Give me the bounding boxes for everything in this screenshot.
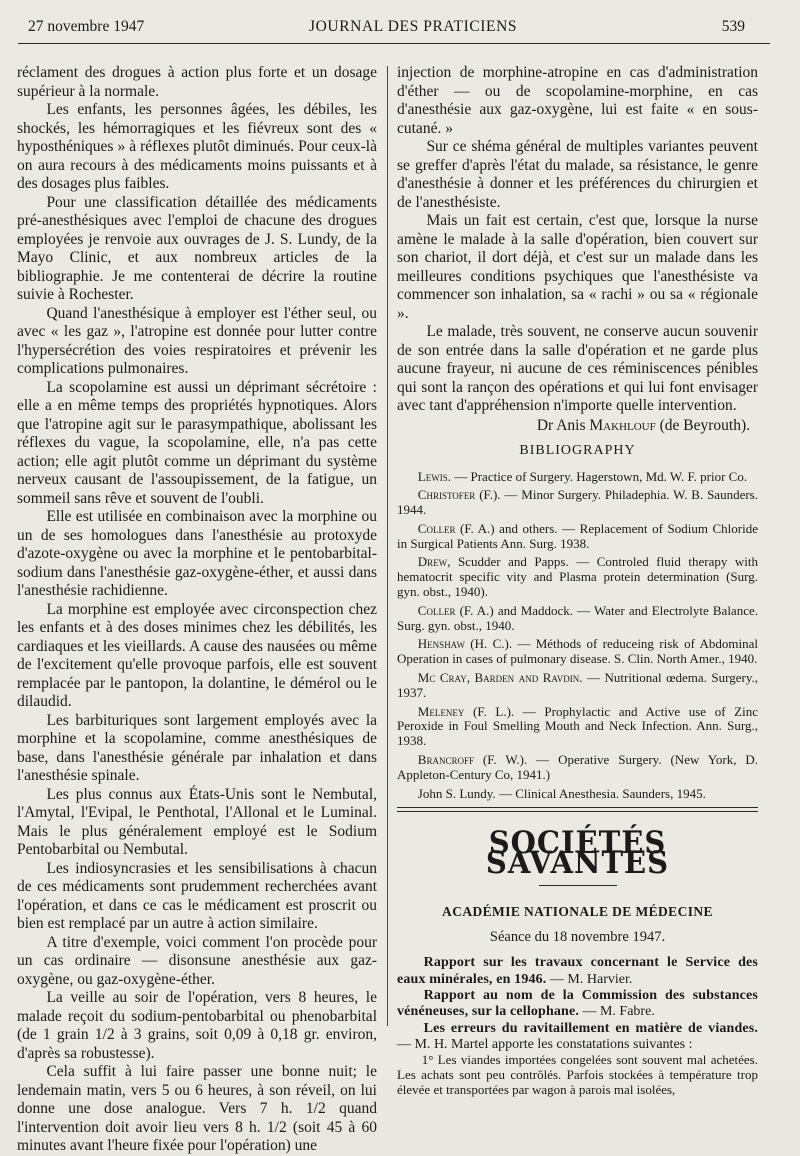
signature-prefix: Dr Anis bbox=[536, 416, 590, 434]
bibliography-list bbox=[397, 470, 758, 802]
report-author: — M. Fabre. bbox=[578, 1004, 655, 1020]
ref-author: Mc Cray, Barden and Ravdin. bbox=[417, 670, 583, 686]
ref-author: Coller bbox=[417, 602, 456, 618]
author-signature bbox=[397, 417, 758, 436]
ref-author: Henshaw bbox=[417, 636, 465, 652]
ref-author: Drew bbox=[417, 554, 448, 570]
ref-text: , Scudder and Papps. — Controled fluid therapy with hematocrit specific vity and Plasma protein determination (Surg. gyn. obst., 1940). bbox=[397, 554, 758, 600]
ref-author: Coller bbox=[417, 520, 456, 536]
paragraph: La veille au soir de l'opération, vers 8 heures, le malade reçoit du sodium-pentobarbital ou phenobarbital (de 1 grain 1/2 à 3 grains, soit 0,09 à 0,18 gr. environ, d'après sa robustesse). bbox=[17, 989, 377, 1062]
header-date: 27 novembre 1947 bbox=[28, 18, 145, 35]
report-item bbox=[397, 955, 758, 988]
page-number: 539 bbox=[721, 18, 745, 35]
ref-text: (H. C.). — Méthods of reduceing risk of Abdominal Operation in cases of pulmonary disease. S. Clin. North Amer., 1940. bbox=[397, 636, 758, 667]
section-heading: SOCIÉTÉS SAVANTES bbox=[485, 825, 670, 881]
report-title: Les erreurs du ravitaillement en matière de viandes. bbox=[423, 1020, 758, 1036]
paragraph: Elle est utilisée en combinaison avec la morphine ou un de ses homologues dans l'anesthésie au protoxyde d'azote-oxygène ou avec la morphine et le pentobarbital-sodium dans l'anesthésie gaz-oxygène-éther, et aussi dans l'anesthésie rachidienne. bbox=[17, 508, 377, 599]
ref-text: — Practice of Surgery. Hagerstown, Md. W. F. prior Co. bbox=[450, 468, 748, 484]
signature-suffix: (de Beyrouth). bbox=[655, 416, 750, 434]
paragraph: Pour une classification détaillée des médicaments pré-anesthésiques avec l'emploi de chacune des drogues employées je renvoie aux ouvrages de J. S. Lundy, de la Mayo Clinic, et aux nombreux articles de la bibliographie. Je me contenterai de décrire la routine suivie à Rochester. bbox=[17, 193, 377, 303]
report-title: Rapport sur les travaux concernant le Service des eaux minérales, en 1946. bbox=[397, 955, 758, 987]
ref-text: (F. W.). — Operative Surgery. (New York, D. Appleton-Century Co, 1941.) bbox=[397, 752, 758, 782]
short-rule bbox=[539, 885, 617, 886]
ref-author: John S. Lundy. bbox=[417, 785, 496, 801]
bibliography-entry bbox=[397, 470, 758, 485]
bibliography-entry bbox=[397, 753, 758, 783]
paragraph: A titre d'exemple, voici comment l'on procède pour un cas ordinaire — disonsune anesthésie aux gaz-oxygène, ou gaz-oxygène-éther. bbox=[17, 933, 377, 988]
left-column bbox=[17, 64, 377, 1156]
paragraph: Les barbituriques sont largement employés avec la morphine et la scopolamine, comme anesthésiques de base, dans l'anesthésie générale par inhalation et dans l'anesthésie spinale. bbox=[17, 711, 377, 784]
bibliography-entry bbox=[397, 637, 758, 667]
ref-author: Meleney bbox=[417, 703, 465, 719]
paragraph: Les indiosyncrasies et les sensibilisations à chacun de ces médicaments sont prudemment recherchées avant l'opération, et dans ce cas le médicament est proscrit ou bien est remplacé par un autre à action similaire. bbox=[17, 859, 377, 932]
section-double-rule bbox=[397, 807, 758, 812]
journal-title: JOURNAL DES PRATICIENS bbox=[309, 18, 518, 35]
report-author: — M. Harvier. bbox=[546, 971, 633, 987]
ref-author: Christofer bbox=[417, 487, 476, 503]
bibliography-entry bbox=[397, 671, 758, 701]
bibliography-entry bbox=[397, 555, 758, 599]
bibliography-entry bbox=[397, 522, 758, 552]
paragraph: injection de morphine-atropine en cas d'administration d'éther — ou de scopolamine-morphine, en cas d'anesthésie aux gaz-oxygène, lui est faite « en sous-cutané. » bbox=[397, 64, 758, 137]
column-divider bbox=[387, 66, 388, 1026]
ref-text: (F. A.) and Maddock. — Water and Electrolyte Balance. Surg. gyn. obst., 1940. bbox=[397, 602, 758, 633]
header-rule bbox=[18, 43, 770, 44]
right-column bbox=[397, 64, 758, 1098]
ref-text: — Clinical Anesthesia. Saunders, 1945. bbox=[495, 785, 706, 801]
ref-text: — Nutritional œdema. Surgery., 1937. bbox=[397, 670, 758, 700]
ref-text: (F.). — Minor Surgery. Philadephia. W. B. Saunders. 1944. bbox=[397, 487, 758, 518]
bibliography-title: BIBLIOGRAPHY bbox=[519, 443, 636, 458]
report-author: — M. H. Martel apporte les constatations suivantes : bbox=[397, 1036, 693, 1052]
paragraph: 1° Les viandes importées congelées sont souvent mal achetées. Les achats sont peu contrôlés. Parfois stockées à température trop élevée et transportées par wagon à parois mal isolées, bbox=[397, 1052, 758, 1097]
paragraph: Sur ce shéma général de multiples variantes peuvent se greffer d'après l'état du malade, sa résistance, le genre d'anesthésie à donner et les préférences du chirurgien et de l'anesthésiste. bbox=[397, 138, 758, 211]
paragraph: La scopolamine est aussi un déprimant sécrétoire : elle a en même temps des propriétés hypnotiques. Alors que l'atropine agit sur le parasympathique, abolissant les réflexes du vague, la scopolamine, elle, n'a pas cette action; elle agit plutôt comme un déprimant du système nerveux causant de l'assoupissement, de la fatigue, un sommeil sans rêve et souvent de l'oubli. bbox=[17, 378, 377, 507]
paragraph: Quand l'anesthésique à employer est l'éther seul, ou avec « les gaz », l'atropine est donnée pour lutter contre l'hypersécrétion des voies respiratoires et prévenir les complications pulmonaires. bbox=[17, 304, 377, 377]
paragraph: Mais un fait est certain, c'est que, lorsque la nurse amène le malade à la salle d'opération, bien couvert sur son chariot, il dort déjà, et c'est sur un malade dans les meilleures conditions psychiques que l'anesthésiste va commencer son inhalation, sa « rachi » ou sa « régionale ». bbox=[397, 212, 758, 322]
paragraph: Le malade, très souvent, ne conserve aucun souvenir de son entrée dans la salle d'opération et ne garde plus aucune frayeur, ni aucune de ces réminiscences pénibles qui sont la rançon des opérations et qui lui font envisager avec tant d'appréhension n'importe quelle intervention. bbox=[397, 323, 758, 414]
paragraph: Les enfants, les personnes âgées, les débiles, les shockés, les hémorragiques et les fiévreux sont des « hyposthéniques » à réflexes plutôt diminués. Pour ceux-là on aura recours à des médicaments moins puissants et à des dosages plus faibles. bbox=[17, 101, 377, 192]
bibliography-entry bbox=[397, 604, 758, 634]
paragraph: Les plus connus aux États-Unis sont le Nembutal, l'Amytal, l'Evipal, le Penthotal, l'Allonal et le Luminal. Mais le plus généralement employé est le Sodium Pentobarbital ou Nembutal. bbox=[17, 785, 377, 858]
bibliography-entry bbox=[397, 488, 758, 518]
report-item bbox=[397, 1021, 758, 1054]
ref-text: (F. A.) and others. — Replacement of Sodium Chloride in Surgical Patients Ann. Surg. 1938. bbox=[397, 520, 758, 551]
paragraph: La morphine est employée avec circonspection chez les enfants et à des doses minimes chez les débilités, les cardiaques et les vieillards. A cause des nausées ou même de l'excitement qu'elle provoque parfois, elle est souvent remplacée par le pantopon, la dolantine, le démérol ou le dilaudid. bbox=[17, 600, 377, 710]
paragraph: réclament des drogues à action plus forte et un dosage supérieur à la normale. bbox=[17, 64, 377, 100]
author-name: Makhlouf bbox=[589, 416, 656, 434]
seance-date: Séance du 18 novembre 1947. bbox=[489, 928, 666, 945]
ref-text: (F. L.). — Prophylactic and Active use of Zinc Peroxide in Foul Smelling Mouth and Neck Infection. Ann. Surg., 1938. bbox=[397, 703, 758, 749]
report-title: Rapport au nom de la Commission des substances vénéneuses, sur la cellophane. bbox=[397, 988, 758, 1020]
bibliography-entry bbox=[397, 787, 758, 802]
ref-author: Brancroff bbox=[417, 752, 474, 768]
running-header bbox=[28, 18, 745, 40]
report-item bbox=[397, 988, 758, 1021]
academy-title: ACADÉMIE NATIONALE DE MÉDECINE bbox=[442, 904, 713, 920]
bibliography-entry bbox=[397, 705, 758, 749]
ref-author: Lewis. bbox=[417, 468, 451, 484]
paragraph: Cela suffit à lui faire passer une bonne nuit; le lendemain matin, vers 5 ou 6 heures, à son réveil, on lui donne une dose analogue. Vers 7 h. 1/2 quand l'intervention doit avoir lieu vers 8 h. 1/2 (soit 45 à 60 minutes avant l'heure fixée pour l'opération) une bbox=[17, 1063, 377, 1154]
